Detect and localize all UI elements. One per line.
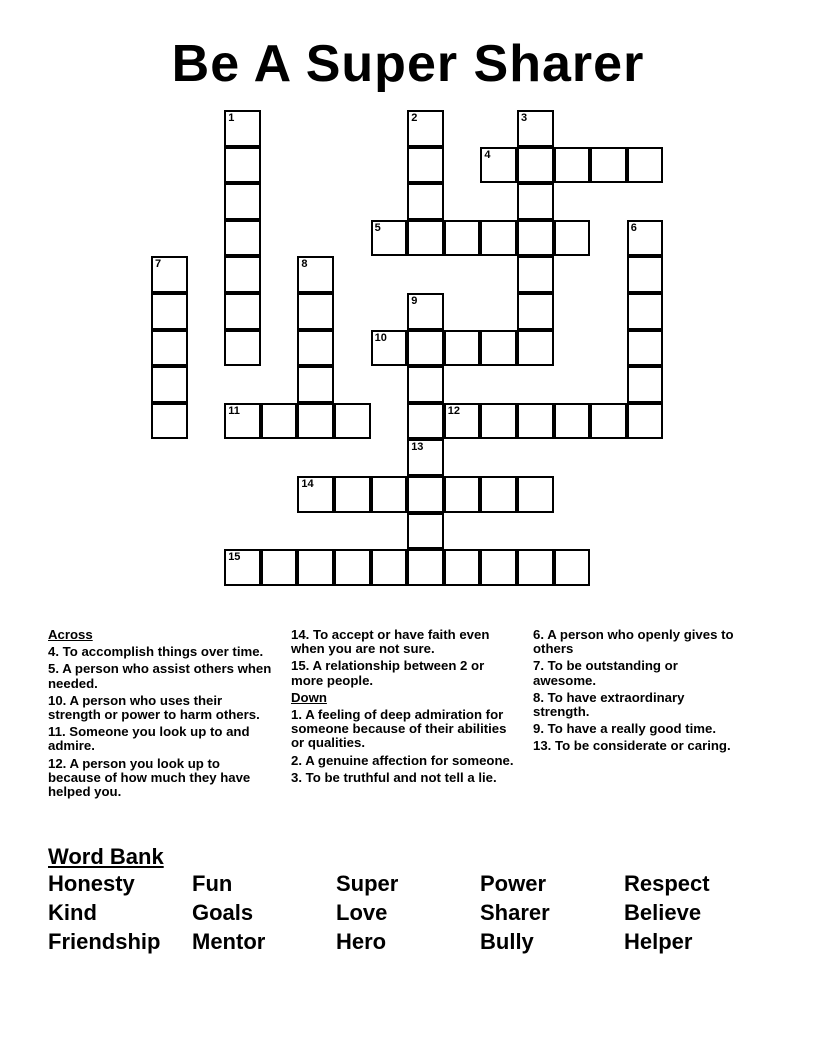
cell-number: 13 — [411, 441, 424, 454]
clue-down-7 — [533, 659, 738, 687]
clue-text: To accept or have faith even when you are not sure. — [291, 627, 490, 657]
cell-number: 5 — [374, 221, 381, 234]
clue-text: To be considerate or caring. — [555, 738, 731, 754]
crossword-cell[interactable] — [407, 330, 444, 367]
crossword-cell[interactable] — [151, 293, 188, 330]
crossword-cell[interactable] — [151, 330, 188, 367]
clue-number: 10. — [48, 692, 67, 708]
crossword-cell[interactable] — [297, 256, 334, 293]
cell-number: 7 — [155, 258, 162, 271]
crossword-cell[interactable] — [517, 220, 554, 257]
down-header: Down — [291, 689, 327, 705]
crossword-cell[interactable] — [371, 549, 408, 586]
clue-text: To have extraordinary strength. — [533, 689, 685, 720]
word-bank-title: Word Bank — [48, 844, 164, 869]
crossword-cell[interactable] — [224, 256, 261, 293]
clue-text: To accomplish things over time. — [62, 644, 264, 660]
crossword-cell[interactable] — [151, 256, 188, 293]
crossword-cell[interactable] — [297, 366, 334, 403]
clue-down-6 — [533, 628, 738, 656]
word-bank-word: Sharer — [480, 900, 550, 925]
crossword-cell[interactable] — [554, 220, 591, 257]
clue-across-5 — [48, 662, 274, 690]
clue-down-2 — [291, 754, 515, 768]
word-bank-word: Believe — [624, 900, 702, 925]
crossword-cell[interactable] — [627, 220, 664, 257]
clue-number: 2. — [291, 752, 302, 768]
clue-down-9 — [533, 722, 738, 736]
clue-across-14 — [291, 628, 515, 656]
cell-number: 1 — [228, 112, 235, 124]
clue-number: 6. — [533, 627, 544, 642]
crossword-cell[interactable] — [334, 403, 371, 440]
clue-number: 13. — [533, 738, 552, 754]
crossword-cell[interactable] — [554, 403, 591, 440]
clue-text: A person who assist others when needed. — [48, 661, 272, 691]
crossword-cell[interactable] — [517, 549, 554, 586]
crossword-cell[interactable] — [517, 256, 554, 293]
crossword-cell[interactable] — [297, 293, 334, 330]
crossword-cell[interactable] — [517, 110, 554, 147]
word-bank-word: Super — [336, 871, 399, 896]
crossword-cell[interactable] — [224, 293, 261, 330]
crossword-cell[interactable] — [407, 110, 444, 147]
crossword-cell[interactable] — [444, 220, 481, 257]
cell-number: 10 — [374, 331, 387, 344]
crossword-cell[interactable] — [627, 147, 664, 184]
crossword-cell[interactable] — [444, 476, 481, 513]
crossword-cell[interactable] — [480, 147, 517, 184]
crossword-cell[interactable] — [590, 403, 627, 440]
word-bank-word: Fun — [192, 871, 233, 896]
word-bank-word: Friendship — [48, 929, 161, 954]
clue-text: A relationship between 2 or more people. — [291, 658, 485, 688]
crossword-cell[interactable] — [371, 330, 408, 367]
clue-across-11 — [48, 725, 274, 753]
crossword-cell[interactable] — [407, 220, 444, 257]
word-bank — [48, 872, 768, 953]
crossword-cell[interactable] — [407, 147, 444, 184]
clue-number: 4. — [48, 644, 59, 660]
clues-column-3 — [533, 628, 738, 757]
crossword-cell[interactable] — [407, 293, 444, 330]
word-bank-word: Kind — [48, 900, 97, 925]
crossword-cell[interactable] — [297, 330, 334, 367]
clue-text: A person who uses their strength or power to harm others. — [48, 692, 260, 723]
crossword-cell[interactable] — [590, 147, 627, 184]
crossword-cell[interactable] — [224, 220, 261, 257]
clue-down-8 — [533, 691, 738, 719]
clue-number: 8. — [533, 689, 544, 705]
clue-number: 11. — [48, 724, 66, 740]
cell-number: 11 — [228, 404, 240, 417]
clue-number: 1. — [291, 707, 302, 723]
crossword-cell[interactable] — [627, 330, 664, 367]
crossword-cell[interactable] — [627, 293, 664, 330]
word-bank-word: Mentor — [192, 929, 266, 954]
crossword-cell[interactable] — [334, 549, 371, 586]
cell-number: 6 — [630, 221, 637, 234]
clue-down-13 — [533, 739, 738, 753]
clue-text: To be outstanding or awesome. — [533, 658, 678, 688]
crossword-cell[interactable] — [444, 330, 481, 367]
crossword-cell[interactable] — [224, 183, 261, 220]
word-bank-word: Respect — [624, 871, 710, 896]
crossword-cell[interactable] — [297, 476, 334, 513]
clue-number: 5. — [48, 661, 59, 677]
crossword-cell[interactable] — [517, 476, 554, 513]
word-bank-word: Honesty — [48, 871, 135, 896]
word-bank-word: Goals — [192, 900, 254, 925]
crossword-cell[interactable] — [517, 147, 554, 184]
crossword-cell[interactable] — [151, 366, 188, 403]
crossword-cell[interactable] — [224, 403, 261, 440]
clue-text: A feeling of deep admiration for someone because of their abilities or qualities. — [291, 707, 507, 751]
crossword-cell[interactable] — [480, 403, 517, 440]
cell-number: 14 — [301, 478, 314, 490]
cell-number: 9 — [411, 295, 418, 307]
crossword-cell[interactable] — [627, 256, 664, 293]
crossword-cell[interactable] — [261, 549, 298, 586]
crossword-cell[interactable] — [517, 403, 554, 440]
clue-across-12 — [48, 757, 274, 800]
crossword-cell[interactable] — [224, 110, 261, 147]
cell-number: 3 — [521, 112, 528, 124]
crossword-cell[interactable] — [444, 403, 481, 440]
crossword-cell[interactable] — [407, 476, 444, 513]
cell-number: 15 — [228, 551, 241, 564]
word-bank-word: Bully — [480, 929, 534, 954]
clue-text: A genuine affection for someone. — [305, 752, 514, 768]
crossword-cell[interactable] — [444, 549, 481, 586]
cell-number: 4 — [484, 148, 491, 161]
clue-text: To be truthful and not tell a lie. — [305, 769, 497, 785]
clue-number: 3. — [291, 769, 302, 785]
crossword-cell[interactable] — [297, 549, 334, 586]
crossword-cell[interactable] — [371, 220, 408, 257]
clues-column-1 — [48, 628, 274, 802]
crossword-cell[interactable] — [151, 403, 188, 440]
crossword-cell[interactable] — [554, 549, 591, 586]
clue-across-4 — [48, 645, 274, 659]
clue-text: To have a really good time. — [547, 721, 716, 737]
crossword-cell[interactable] — [517, 183, 554, 220]
crossword-cell[interactable] — [371, 476, 408, 513]
crossword-cell[interactable] — [480, 220, 517, 257]
crossword-cell[interactable] — [261, 403, 298, 440]
clue-down-3 — [291, 771, 515, 785]
crossword-cell[interactable] — [480, 549, 517, 586]
word-bank-word: Love — [336, 900, 388, 925]
crossword-cell[interactable] — [224, 330, 261, 367]
word-bank-word: Power — [480, 871, 547, 896]
clue-number: 7. — [533, 658, 544, 674]
clue-text: A person you look up to because of how much they have helped you. — [48, 755, 251, 800]
clue-across-10 — [48, 694, 274, 722]
across-header: Across — [48, 627, 93, 642]
word-bank-word: Hero — [336, 929, 387, 954]
clue-number: 9. — [533, 721, 544, 737]
crossword-cell[interactable] — [407, 366, 444, 403]
crossword-cell[interactable] — [627, 366, 664, 403]
crossword-cell[interactable] — [517, 293, 554, 330]
crossword-cell[interactable] — [480, 476, 517, 513]
clue-number: 12. — [48, 755, 67, 771]
crossword-cell[interactable] — [224, 549, 261, 586]
crossword-cell[interactable] — [407, 439, 444, 476]
clue-text: Someone you look up to and admire. — [48, 724, 250, 754]
crossword-cell[interactable] — [407, 549, 444, 586]
crossword-cell[interactable] — [407, 403, 444, 440]
word-bank-word: Helper — [624, 929, 693, 954]
cell-number: 8 — [301, 258, 308, 271]
crossword-cell[interactable] — [407, 513, 444, 550]
clue-text: A person who openly gives to others — [533, 627, 734, 657]
crossword-cell[interactable] — [407, 183, 444, 220]
cell-number: 2 — [411, 112, 418, 124]
crossword-cell[interactable] — [480, 330, 517, 367]
clue-down-1 — [291, 708, 515, 751]
clue-across-15 — [291, 659, 515, 687]
clues-column-2 — [291, 628, 515, 788]
crossword-cell[interactable] — [554, 147, 591, 184]
page-title: Be A Super Sharer — [171, 35, 645, 93]
crossword-cell[interactable] — [627, 403, 664, 440]
clue-number: 14. — [291, 627, 310, 642]
crossword-cell[interactable] — [297, 403, 334, 440]
crossword-cell[interactable] — [224, 147, 261, 184]
cell-number: 12 — [447, 404, 461, 417]
crossword-cell[interactable] — [517, 330, 554, 367]
clue-number: 15. — [291, 658, 310, 674]
crossword-cell[interactable] — [334, 476, 371, 513]
